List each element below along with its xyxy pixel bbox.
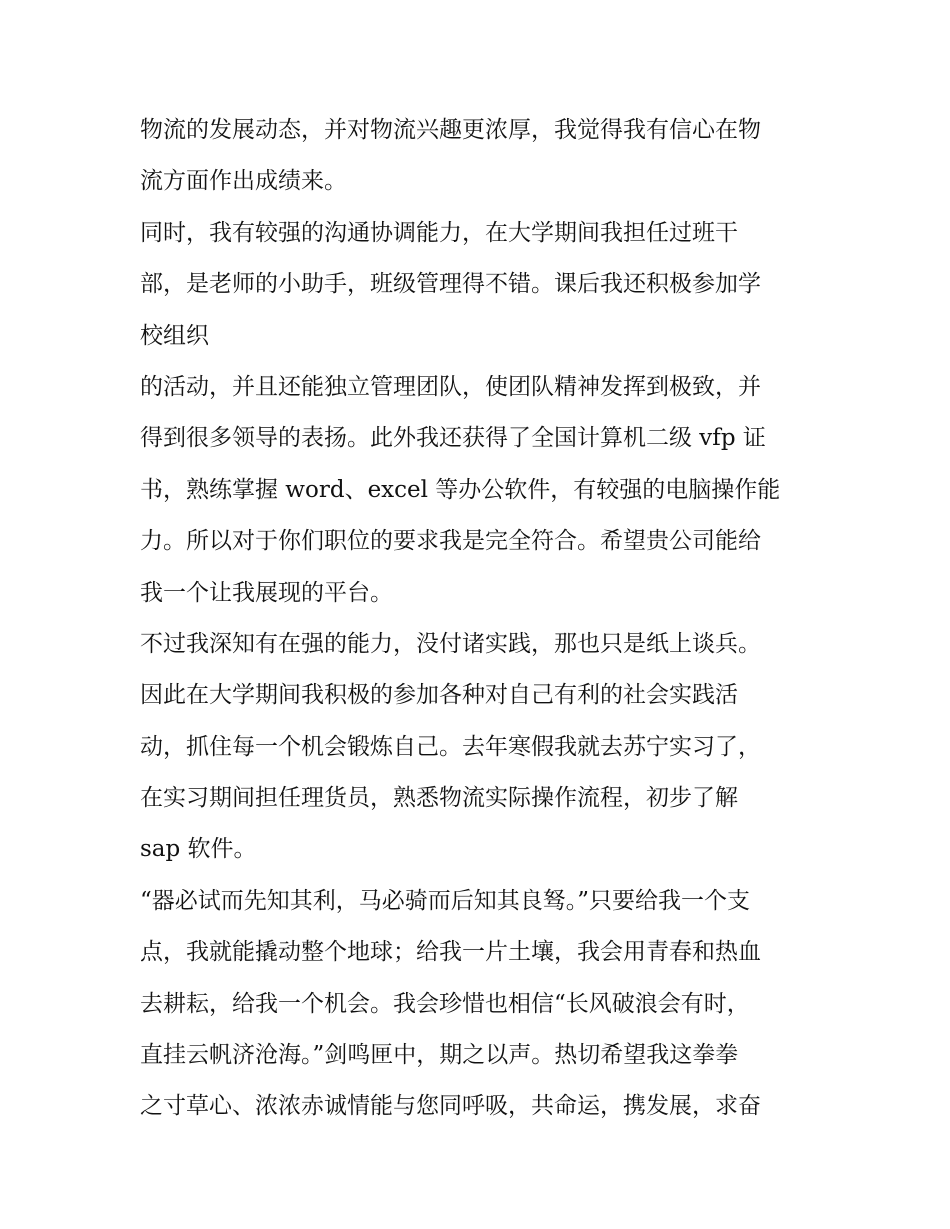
text-line: 同时，我有较强的沟通协调能力，在大学期间我担任过班干: [140, 219, 738, 246]
text-line: 我一个让我展现的平台。: [140, 579, 393, 606]
text-line: 书，熟练掌握 word、excel 等办公软件，有较强的电脑操作能: [140, 476, 781, 503]
text-line: 直挂云帆济沧海。”剑鸣匣中，期之以声。热切希望我这拳拳: [140, 1042, 739, 1069]
text-line: 去耕耘，给我一个机会。我会珍惜也相信“长风破浪会有时，: [140, 990, 750, 1017]
text-line: 因此在大学期间我积极的参加各种对自己有利的社会实践活: [140, 682, 738, 709]
text-line: 在实习期间担任理货员，熟悉物流实际操作流程，初步了解: [140, 785, 738, 812]
text-line: 的活动，并且还能独立管理团队，使团队精神发挥到极致，并: [140, 373, 761, 400]
text-line: 物流的发展动态，并对物流兴趣更浓厚，我觉得我有信心在物: [140, 117, 761, 143]
text-line: 校组织: [140, 322, 209, 349]
body-text: [140, 107, 820, 1135]
text-line: sap 软件。: [140, 836, 257, 863]
text-line: 力。所以对于你们职位的要求我是完全符合。希望贵公司能给: [140, 528, 761, 555]
text-line: 不过我深知有在强的能力，没付诸实践，那也只是纸上谈兵。: [140, 630, 761, 657]
text-line: 点，我就能撬动整个地球；给我一片土壤，我会用青春和热血: [140, 939, 761, 966]
text-line: 流方面作出成绩来。: [140, 168, 347, 195]
text-line: “器必试而先知其利，马必骑而后知其良驽。”只要给我一个支: [140, 887, 751, 914]
text-line: 动，抓住每一个机会锻炼自己。去年寒假我就去苏宁实习了，: [140, 733, 761, 760]
text-line: 之寸草心、浓浓赤诚情能与您同呼吸，共命运，携发展，求奋: [140, 1093, 761, 1120]
text-line: 部，是老师的小助手，班级管理得不错。课后我还积极参加学: [140, 271, 761, 298]
text-line: 得到很多领导的表扬。此外我还获得了全国计算机二级 vfp 证: [140, 425, 766, 452]
